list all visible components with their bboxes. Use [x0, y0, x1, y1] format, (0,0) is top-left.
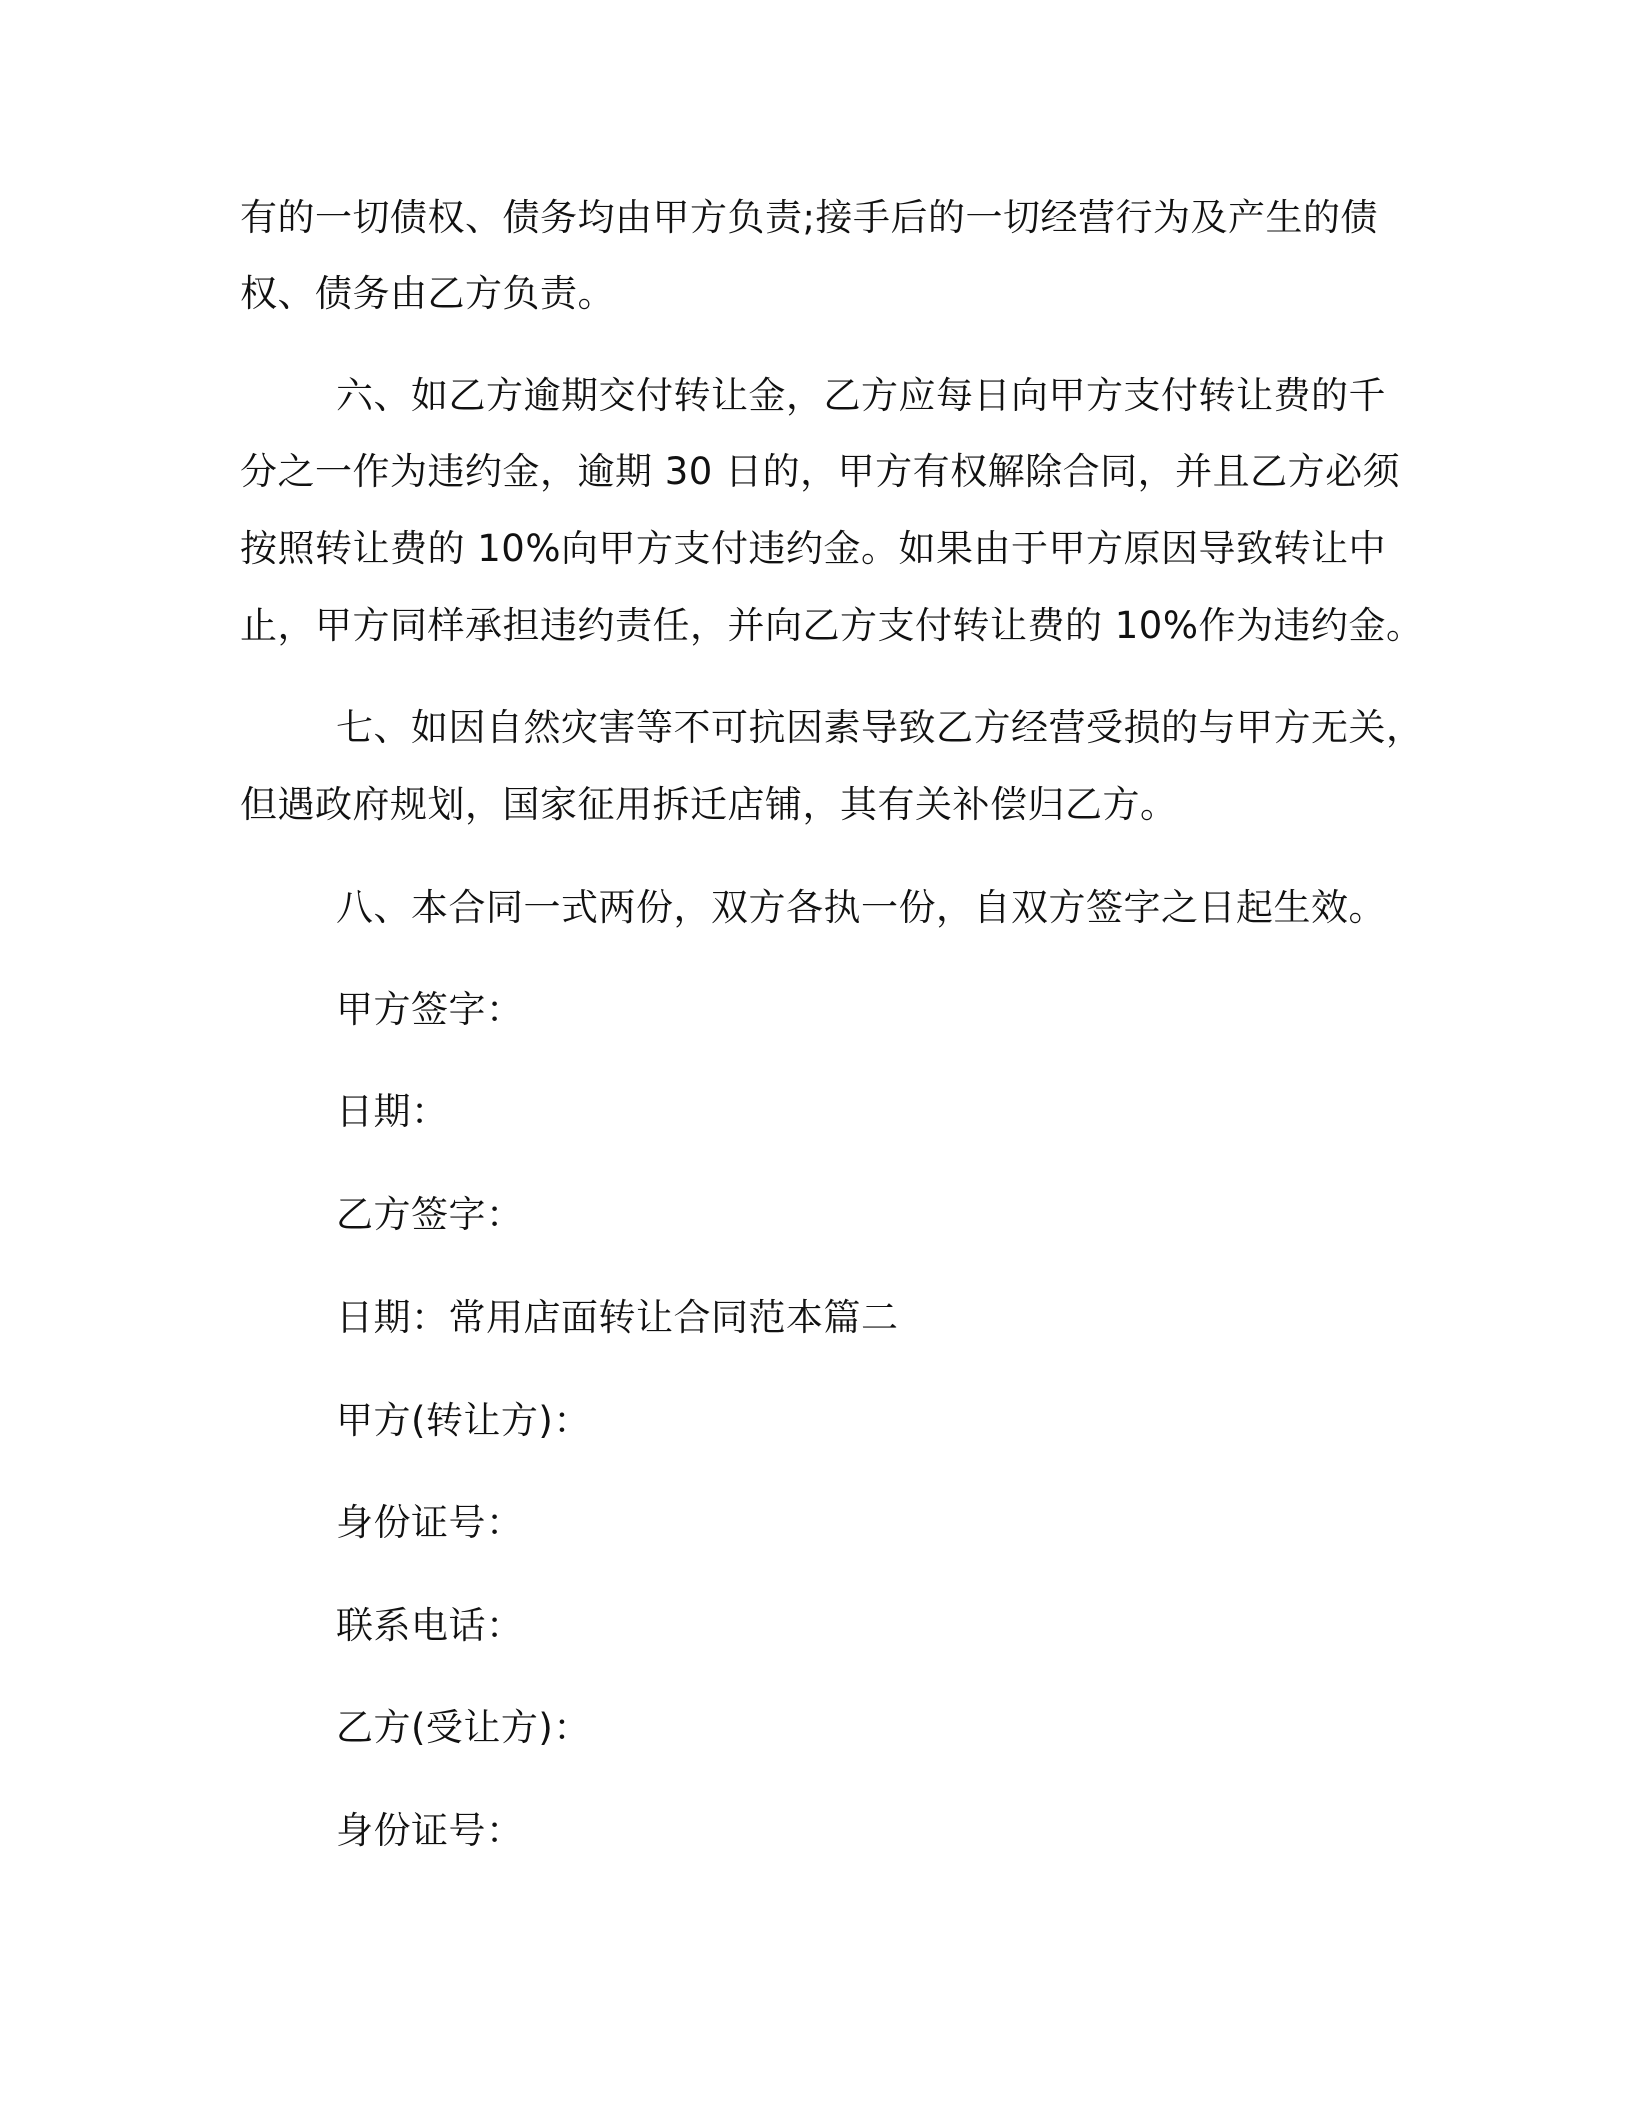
id-number-label-2: 身份证号：	[336, 1809, 524, 1852]
date-label-1: 日期：	[336, 1090, 449, 1133]
clause6-line1: 六、如乙方逾期交付转让金，乙方应每日向甲方支付转让费的千	[336, 374, 1386, 417]
clause5-line1: 有的一切债权、债务均由甲方负责;接手后的一切经营行为及产生的债	[240, 196, 1378, 239]
clause6-line3: 按照转让费的 10%向甲方支付违约金。如果由于甲方原因导致转让中	[240, 527, 1386, 570]
clause6-line4: 止，甲方同样承担违约责任，并向乙方支付转让费的 10%作为违约金。	[240, 604, 1424, 647]
phone-label-1: 联系电话：	[336, 1604, 524, 1647]
id-number-label-1: 身份证号：	[336, 1501, 524, 1544]
clause8-line: 八、本合同一式两份，双方各执一份，自双方签字之日起生效。	[336, 886, 1386, 929]
clause7-line1: 七、如因自然灾害等不可抗因素导致乙方经营受损的与甲方无关，	[336, 706, 1424, 749]
clause7-line2: 但遇政府规划，国家征用拆迁店铺，其有关补偿归乙方。	[240, 783, 1178, 826]
party-a-transferor-label: 甲方(转让方)：	[336, 1399, 591, 1442]
party-a-signature-label: 甲方签字：	[336, 988, 524, 1031]
date-label-2-and-heading: 日期：常用店面转让合同范本篇二	[336, 1296, 899, 1339]
party-b-signature-label: 乙方签字：	[336, 1193, 524, 1236]
clause6-line2: 分之一作为违约金，逾期 30 日的，甲方有权解除合同，并且乙方必须	[240, 450, 1401, 493]
party-b-transferee-label: 乙方(受让方)：	[336, 1706, 591, 1749]
clause5-line2: 权、债务由乙方负责。	[240, 272, 615, 315]
